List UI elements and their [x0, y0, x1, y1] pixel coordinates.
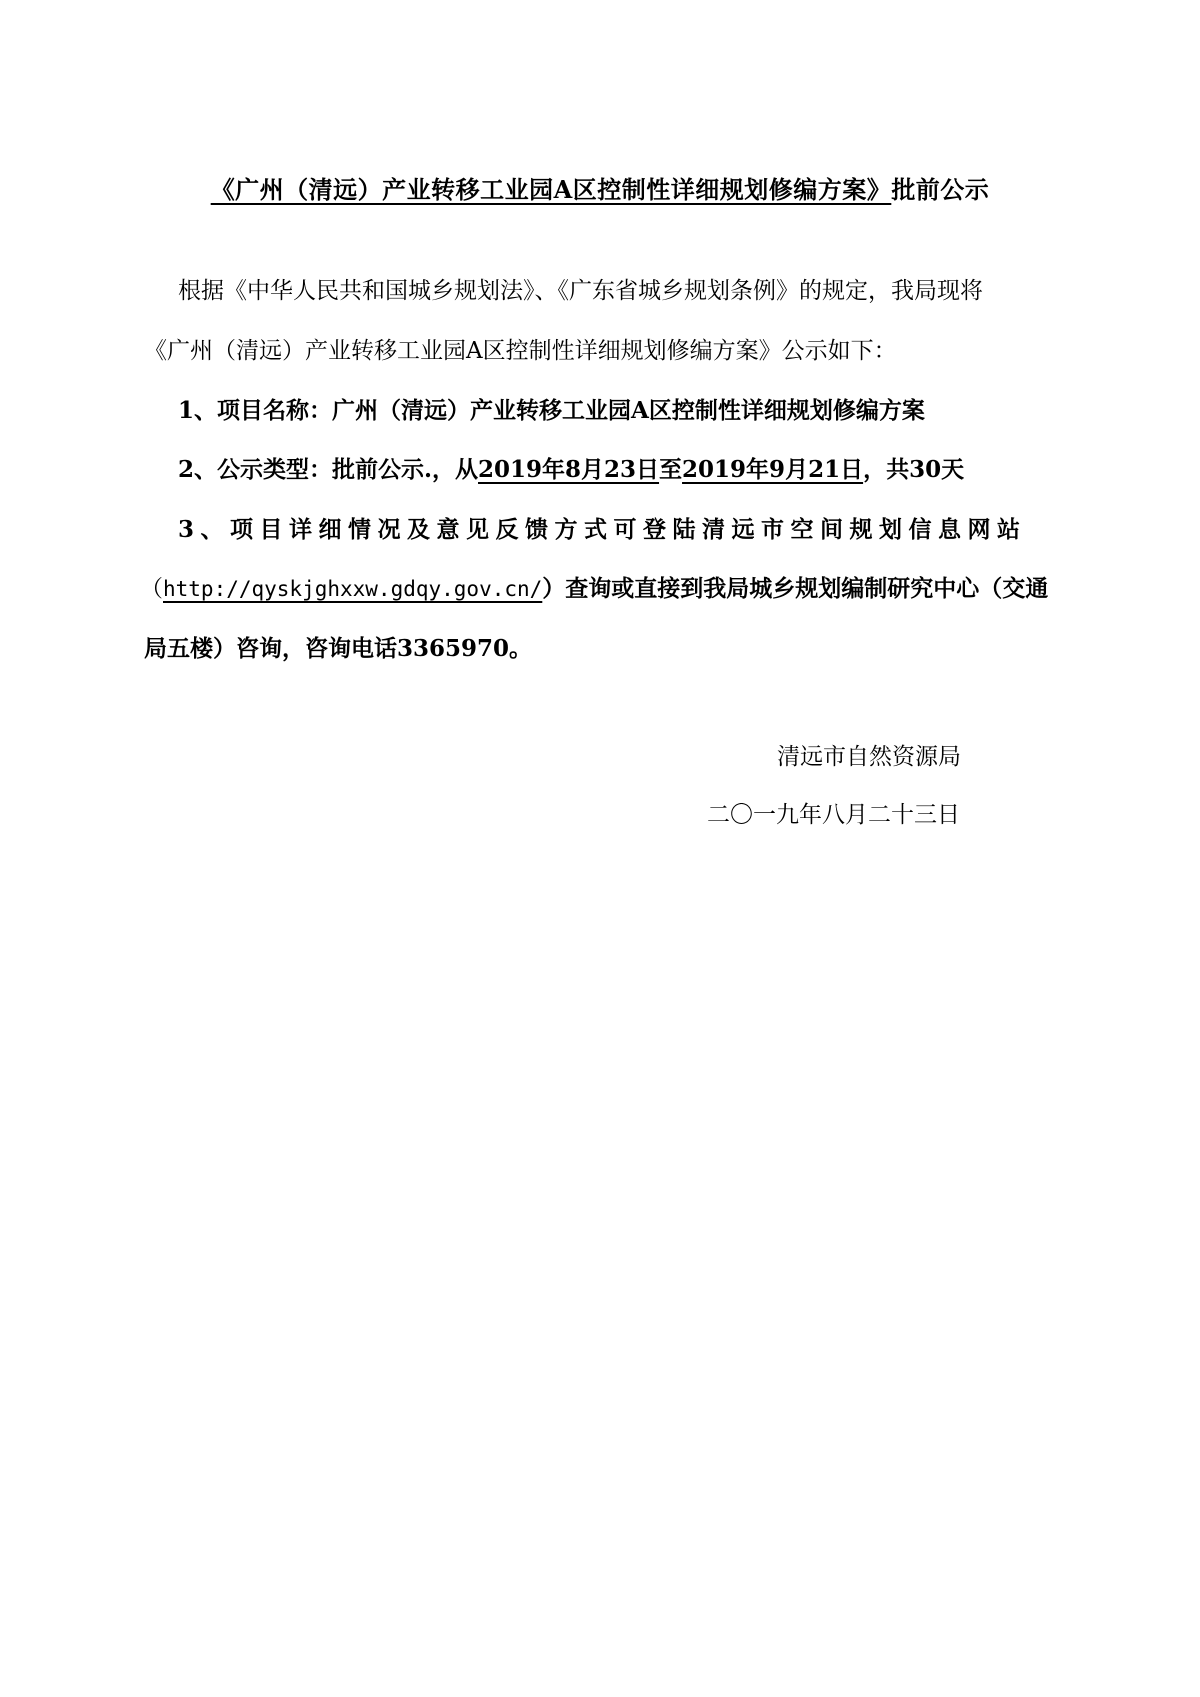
signature-organization: 清远市自然资源局: [777, 744, 961, 770]
item-details-line-1: 3、项目详细情况及意见反馈方式可登陆清远市空间规划信息网站: [178, 516, 1027, 543]
website-link[interactable]: http://qyskjghxxw.gdqy.gov.cn/: [163, 577, 543, 601]
intro-line-2: 《广州（清远）产业转移工业园A区控制性详细规划修编方案》公示如下：: [144, 338, 897, 364]
start-date: 2019年8月23日: [478, 456, 660, 483]
title-project-name: 《广州（清远）产业转移工业园A区控制性详细规划修编方案》: [210, 175, 892, 204]
details-line-2-rest: ）查询或直接到我局城乡规划编制研究中心（交通: [542, 575, 1049, 602]
date-separator: 至: [659, 456, 683, 483]
end-date: 2019年9月21日: [682, 456, 864, 483]
notice-duration: ，共30天: [863, 456, 965, 483]
item-details-line-2: [140, 574, 1048, 604]
item-details-line-3: 局五楼）咨询，咨询电话3365970。: [144, 635, 533, 662]
item-notice-type: [178, 455, 964, 485]
notice-type-prefix: 2、公示类型：批前公示.，从: [178, 456, 479, 483]
open-paren: （: [140, 576, 163, 602]
intro-line-1: 根据《中华人民共和国城乡规划法》、《广东省城乡规划条例》的规定，我局现将: [178, 278, 983, 304]
title-suffix: 批前公示: [891, 175, 990, 204]
document-title: [0, 170, 1200, 205]
signature-date: 二〇一九年八月二十三日: [707, 802, 960, 828]
item-project-name: 1、项目名称：广州（清远）产业转移工业园A区控制性详细规划修编方案: [178, 397, 925, 424]
